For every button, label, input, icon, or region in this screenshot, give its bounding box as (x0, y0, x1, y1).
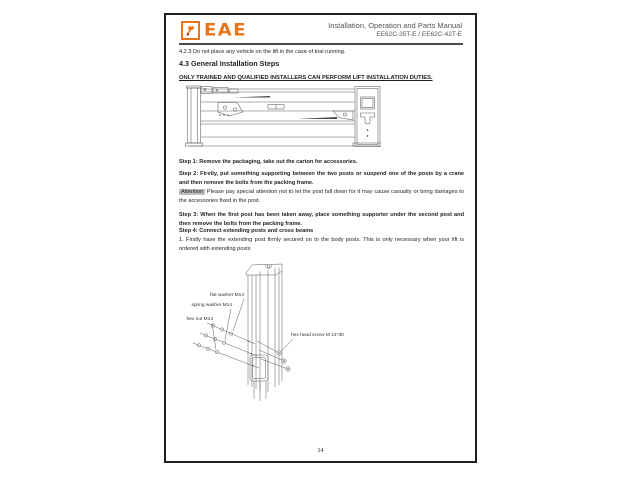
step-1-text: Step 1: Remove the packaging, take out the carton for accessories. (179, 159, 358, 165)
page-number: 14 (317, 448, 324, 454)
header-divider (179, 43, 463, 45)
attention-paragraph (179, 188, 464, 206)
manual-title: Installation, Operation and Parts Manual (328, 21, 462, 30)
section-heading: 4.3 General Installation Steps (179, 59, 280, 68)
extending-post-figure (181, 259, 361, 411)
para-trial-running: 4.2.3 Do not place any vehicle on the lift in the case of trial running. (179, 49, 346, 55)
attention-text: Please pay special attention not to let the post fall down for it may cause casualty or bring damages to the accessories fixed in the post. (179, 189, 464, 204)
label-hex-nut: hex nut M14 (186, 317, 213, 322)
step-2-text: Step 2: Firstly, put something supporting between the two posts or suspend one of the posts by a crane and then remove the bolts from the packing frame. (179, 171, 464, 186)
warning-text: ONLY TRAINED AND QUALIFIED INSTALLERS CAN PERFORM LIFT INSTALLATION DUTIES. (179, 75, 433, 81)
eae-logo-text: EAE (204, 20, 248, 40)
step-3-text: Step 3: When the first post has been taken away, place something supporter under the second post and then remove the bolts from the packing frame. (179, 212, 464, 227)
attention-label: Attention (181, 189, 204, 195)
lift-packaging-side-view-drawing (185, 85, 381, 151)
manual-page (164, 13, 477, 463)
label-flat-washer: flat washer M14 (210, 293, 244, 298)
note-1-text: 1. Firstly have the extending post firmly secured on to the body posts. This is only necessary when your lift is ordered with extending posts (179, 237, 464, 252)
label-spring-washer: spring washer M14 (191, 303, 232, 308)
model-numbers: EE62C-35T-E / EE62C-42T-E (376, 31, 462, 38)
label-hex-screw: hex head screw M 14*30 (291, 333, 344, 338)
eae-flag-logo-icon (181, 21, 200, 40)
header-titles (328, 22, 462, 39)
eae-logo (181, 18, 247, 42)
step-4-text: Step 4: Connect extending posts and cross beams (179, 228, 314, 234)
